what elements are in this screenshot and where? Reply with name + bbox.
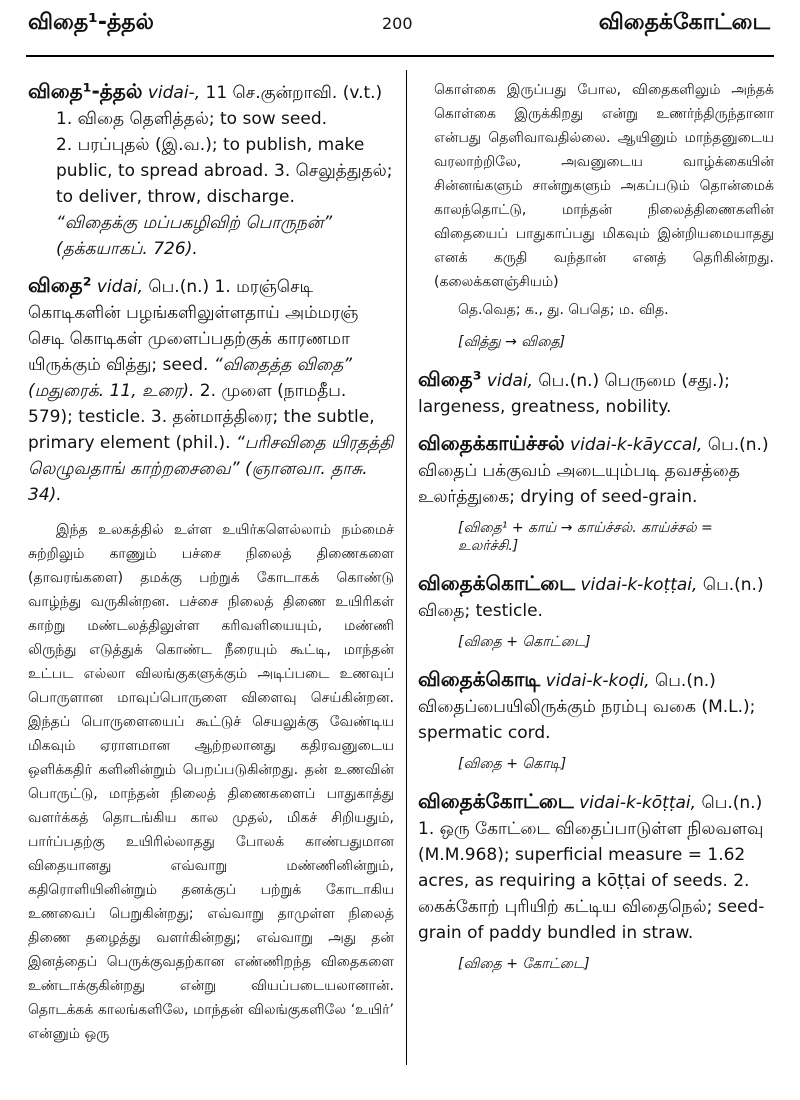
headword: விதைக்கொட்டை: [418, 571, 576, 595]
entry-vidaikkayccal: [418, 430, 774, 510]
header-right-title: விதைக்கோட்டை: [598, 10, 770, 35]
header-left-title: விதை¹-த்தல்: [28, 10, 154, 35]
etymology-note: [விதை¹ + காய் → காய்ச்சல். காய்ச்சல் = உலர்ச்சி.]: [458, 520, 713, 554]
definition: பெ.(n.) விதை; testicle.: [418, 575, 764, 621]
transliteration: vidai-,: [147, 83, 201, 103]
column-divider: [406, 70, 407, 1065]
header-rule: [26, 55, 774, 57]
entry-vidai2: [28, 272, 394, 508]
definition: பெ.(n.) 1. ஒரு கோட்டை விதைப்பாடுள்ள நிலவளவு (M.M.968); superficial measure = 1.62 acres, as requiring a kōṭṭai of seeds. 2. கைக்கோற் புரியிற் கட்டிய விதைநெல்; seed-grain of paddy bundled in straw.: [418, 793, 765, 943]
definition: 2. முளை (நாமதீப. 579); testicle. 3. தன்மாத்திரை; the subtle, primary element (phil.).: [28, 381, 375, 453]
grammar: 11 செ.குன்றாவி. (v.t.): [205, 83, 383, 103]
etymology-note: [விதை + கொடி]: [458, 756, 567, 772]
etymology-note: [விதை + கோட்டை]: [458, 956, 590, 972]
definition-line: 2. பரப்புதல் (இ.வ.); to publish, make: [56, 135, 365, 155]
entry-vidai3: [418, 366, 774, 420]
headword: விதை²: [28, 273, 92, 297]
definition-line: to deliver, throw, discharge.: [56, 187, 295, 207]
definition: பெ.(n.) விதைப் பக்குவம் அடையும்படி தவசத்தை உலர்த்துகை; drying of seed-grain.: [418, 435, 769, 507]
encyclopedia-paragraph: [28, 518, 394, 1046]
citation: “பரிசவிதை யிரதத்தி லெழுவதாங் காற்றசைவை” (ஞானவா. தாசு. 34).: [28, 433, 394, 505]
transliteration: vidai-k-kāyccal,: [570, 435, 703, 455]
transliteration: vidai-k-koṭṭai,: [580, 575, 698, 595]
headword: விதை¹-த்தல்: [28, 79, 143, 103]
entry-vidaikkottai-measure: [418, 788, 774, 946]
etymology-note: [விதை + கொட்டை]: [458, 634, 591, 650]
transliteration: vidai-k-kōṭṭai,: [579, 793, 697, 813]
transliteration: vidai,: [486, 371, 533, 391]
citation: “விதைத்த விதை” (மதுரைக். 11, உரை).: [28, 355, 353, 401]
definition: பெ.(n.) 1. மரஞ்செடி கொடிகளின் பழங்களிலுள்ளதாய் அம்மரஞ் செடி கொடிகள் முளைப்பதற்குக் காரணமா யிருக்கும் வித்து; seed.: [28, 277, 359, 375]
transliteration: vidai,: [96, 277, 143, 297]
etymology-note: [வித்து → விதை]: [458, 334, 566, 350]
definition-line: public, to spread abroad. 3. செலுத்துதல்;: [56, 161, 393, 181]
etymology-cognates: தெ.வெத; க., து. பெதெ; ம. வித.: [458, 302, 669, 318]
definition: பெ.(n.) பெருமை (சது.); largeness, greatness, nobility.: [418, 371, 730, 417]
entry-vidai1: [28, 78, 394, 262]
paragraph-text: இந்த உலகத்தில் உள்ள உயிர்களெல்லாம் நம்மைச் சுற்றிலும் காணும் பச்சை நிலைத் திணைகளை (தாவரங்களை) தமக்கு பற்றுக் கோடாகக் கொண்டு வாழ்ந்து வருகின்றன. பச்சை நிலைத் திணை உயிரிகள் காற்று மண்டலத்திலுள்ள கரிவளியையும், மண்ணி லிருந்து எடுத்துக் கொண்ட நீரையும் கூட்டி, மாந்தன் உட்பட எல்லா விலங்குகளுக்கும் அடிப்படை உணவுப் பொருளான மாவுப்பொருளை விளைவு செய்கின்றன. இந்தப் பொருளையைப் கூட்டுச் செயலுக்கு வேண்டிய மிகவும் ஏராளமான ஆற்றலானது கதிரவனுடைய ஒளிக்கதிர் களினின்றும் பெறப்படுகின்றது. தன் உணவின் பொருட்டு, மாந்தன் நிலைத் திணைகளைப் பாதுகாத்து வளர்க்கத் தொடங்கிய கால முதல், மிகச் சிறியதும், பார்ப்பதற்கு உயிரில்லாதது போலக் காண்பதுமான விதையானது எவ்வாறு மண்ணினின்றும், கதிரொளியினின்றும் தனக்குப் பற்றுக் கோடாகிய உணவைப் பெறுகின்றது; எவ்வாறு தாமுள்ள நிலைத் திணை தழைத்து வளர்கின்றது; எவ்வாறு அது தன் இனத்தைப் பெருக்குவதற்கான எண்ணிறந்த விதைகளை உண்டாக்குகின்றது என்று வியப்படையலானான். தொடக்கக் காலங்களிலே, மாந்தன் விலங்குகளிலே ‘உயிர்’ என்னும் ஒரு: [28, 522, 394, 1042]
headword: விதை³: [418, 367, 482, 391]
definition-line: 1. விதை தெளித்தல்; to sow seed.: [56, 109, 328, 129]
entry-vidaikkottai: [418, 570, 774, 624]
headword: விதைக்கோட்டை: [418, 789, 574, 813]
definition: பெ.(n.) விதைப்பையிலிருக்கும் நரம்பு வகை (M.L.); spermatic cord.: [418, 671, 756, 743]
transliteration: vidai-k-koḍi,: [545, 671, 650, 691]
entry-vidaikkodi: [418, 666, 774, 746]
left-column: [28, 78, 394, 1046]
encyclopedia-paragraph-continued: கொள்கை இருப்பது போல, விதைகளிலும் அந்தக் கொள்கை இருக்கிறது என்று உணர்ந்திருந்தானா என்பது தெளிவாவதில்லை. ஆயினும் மாந்தனுடைய வரலாற்றிலே, அவனுடைய வாழ்க்கையின் சின்னங்களும் சான்றுகளும் அகப்படும் தொன்மைக் காலந்தொட்டு, மாந்தன் நிலைத்திணைகளின் விதையைப் பாதுகாப்பது மிகவும் இன்றியமையாதது எனக் கருதி வந்தான் எனத் தெரிகின்றது. (கலைக்களஞ்சியம்): [434, 82, 774, 290]
headword: விதைக்கொடி: [418, 667, 541, 691]
page-number: 200: [382, 14, 413, 33]
headword: விதைக்காய்ச்சல்: [418, 431, 565, 455]
page-header: [0, 0, 800, 62]
citation: “விதைக்கு மப்பகழிவிற் பொருநன்” (தக்கயாகப். 726).: [56, 213, 333, 259]
right-column: [418, 78, 774, 988]
